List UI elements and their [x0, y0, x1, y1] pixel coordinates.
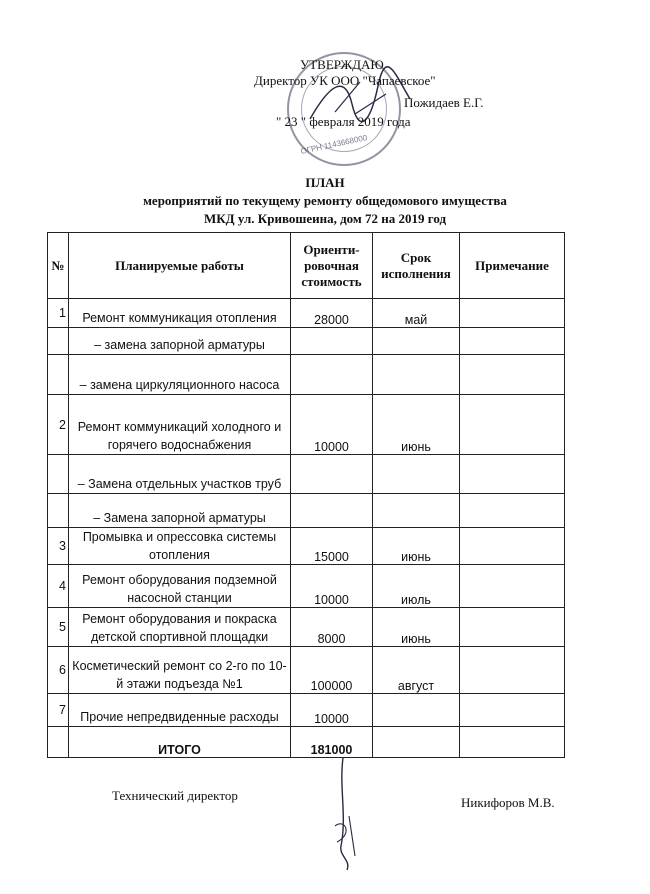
approval-director: Директор УК ООО "Чапаевское" [254, 73, 436, 88]
approval-name: Пожидаев Е.Г. [404, 95, 484, 110]
total-cost: 181000 [291, 727, 373, 758]
table-row: – Замена отдельных участков труб [48, 455, 565, 494]
signer-name: Никифоров М.В. [461, 795, 555, 810]
table-row: 3 Промывка и опрессовка системы отопления 15000 июнь [48, 528, 565, 565]
total-label: ИТОГО [69, 727, 291, 758]
header-work: Планируемые работы [69, 233, 291, 299]
table-row: – замена запорной арматуры [48, 328, 565, 355]
document-title: ПЛАН [305, 175, 345, 190]
table-row: 6 Косметический ремонт со 2-го по 10-й этажи подъезда №1 100000 август [48, 647, 565, 694]
table-row: 4 Ремонт оборудования подземной насосной станции 10000 июль [48, 565, 565, 608]
approval-title: УТВЕРЖДАЮ [300, 57, 384, 72]
document-address: МКД ул. Кривошеина, дом 72 на 2019 год [203, 211, 447, 226]
header-note: Примечание [460, 233, 565, 299]
table-total-row [48, 727, 565, 758]
header-num: № [48, 233, 69, 299]
plan-table [47, 232, 565, 758]
document-subtitle: мероприятий по текущему ремонту общедомового имущества [143, 193, 507, 208]
table-header-row [48, 233, 565, 299]
header-term: Срок исполнения [373, 233, 460, 299]
table-row: – Замена запорной арматуры [48, 494, 565, 528]
table-row: – замена циркуляционного насоса [48, 355, 565, 395]
table-row: 1 Ремонт коммуникация отопления 28000 май [48, 299, 565, 328]
header-cost: Ориенти-ровочная стоимость [291, 233, 373, 299]
table-row: 7 Прочие непредвиденные расходы 10000 [48, 694, 565, 727]
approval-date: " 23 " февраля 2019 года [276, 114, 411, 129]
signer-title: Технический директор [112, 788, 238, 803]
technical-director-signature [325, 756, 365, 876]
stamp-number: ОГРН 1143668000 [299, 133, 368, 156]
table-row: 5 Ремонт оборудования и покраска детской спортивной площадки 8000 июнь [48, 608, 565, 647]
table-row: 2 Ремонт коммуникаций холодного и горячего водоснабжения 10000 июнь [48, 395, 565, 455]
